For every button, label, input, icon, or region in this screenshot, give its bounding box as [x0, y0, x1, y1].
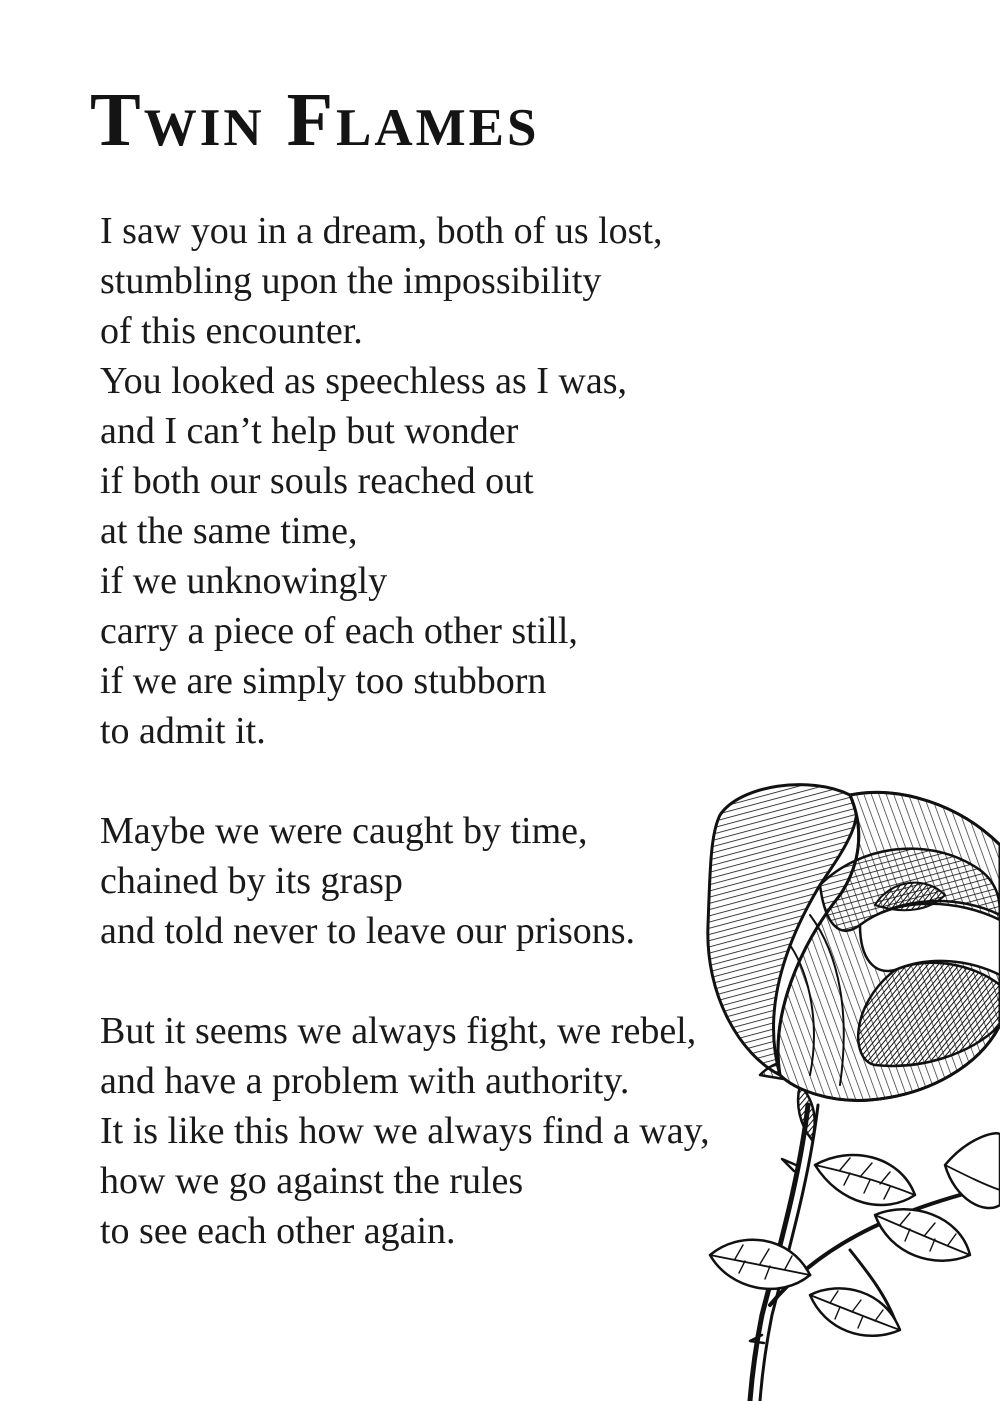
poem-title: Twin Flames — [90, 78, 540, 162]
poem-line: to see each other again. — [100, 1210, 456, 1252]
poem-line: Maybe we were caught by time, — [100, 810, 588, 852]
poem-line: chained by its grasp — [100, 860, 403, 902]
poem-body — [100, 206, 710, 1256]
poem-line: if we are simply too stubborn — [100, 660, 547, 702]
poem-line: It is like this how we always find a way, — [100, 1110, 710, 1152]
rose-illustration-icon — [700, 775, 1000, 1401]
poem-line: how we go against the rules — [100, 1160, 524, 1202]
poem-line: of this encounter. — [100, 310, 363, 352]
poem-line: I saw you in a dream, both of us lost, — [100, 210, 663, 252]
poem-line: and I can’t help but wonder — [100, 410, 519, 452]
poem-line: carry a piece of each other still, — [100, 610, 578, 652]
poem-line: if we unknowingly — [100, 560, 388, 602]
poem-line: stumbling upon the impossibility — [100, 260, 602, 302]
poem-line: But it seems we always fight, we rebel, — [100, 1010, 697, 1052]
poem-line: if both our souls reached out — [100, 460, 534, 502]
poem-line: to admit it. — [100, 710, 266, 752]
stanza-2 — [100, 806, 710, 956]
stanza-3 — [100, 1006, 710, 1256]
stanza-1 — [100, 206, 710, 756]
poem-line: and have a problem with authority. — [100, 1060, 630, 1102]
poem-line: and told never to leave our prisons. — [100, 910, 636, 952]
poem-line: at the same time, — [100, 510, 358, 552]
poem-line: You looked as speechless as I was, — [100, 360, 628, 402]
